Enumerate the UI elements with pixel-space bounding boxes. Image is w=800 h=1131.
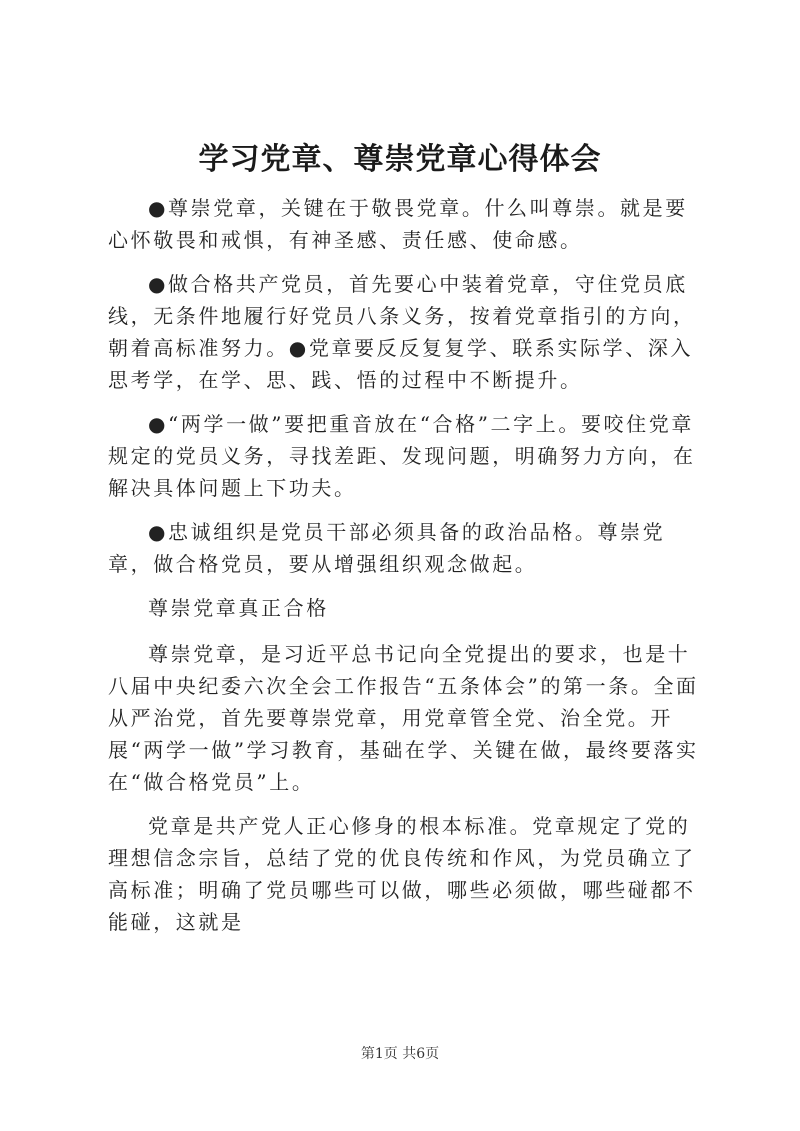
page-footer: 第1页 共6页: [360, 1046, 440, 1062]
paragraph-two-studies: ●“两学一做”要把重音放在“合格”二字上。要咬住党章规定的党员义务，寻找差距、发现问题，明确努力方向，在解决具体问题上下功夫。: [108, 412, 696, 500]
section-heading: 尊崇党章真正合格: [148, 596, 329, 620]
paragraph-requirement: 尊崇党章，是习近平总书记向全党提出的要求，也是十八届中央纪委六次全会工作报告“五条体会”的第一条。全面从严治党，首先要尊崇党章，用党章管全党、治全党。开展“两学一做”学习教育，基础在学、关键在做，最终要落实在“做合格党员”上。: [108, 642, 699, 794]
paragraph-qualified-member: ●做合格共产党员，首先要心中装着党章，守住党员底线，无条件地履行好党员八条义务，按着党章指引的方向，朝着高标准努力。●党章要反反复复学、联系实际学、深入思考学，在学、思、践、悟的过程中不断提升。: [108, 272, 696, 392]
paragraph-loyalty: ●忠诚组织是党员干部必须具备的政治品格。尊崇党章，做合格党员，要从增强组织观念做起。: [108, 520, 666, 576]
document-body: [108, 192, 708, 950]
paragraph-standard: 党章是共产党人正心修身的根本标准。党章规定了党的理想信念宗旨，总结了党的优良传统和作风，为党员确立了高标准；明确了党员哪些可以做，哪些必须做，哪些碰都不能碰，这就是: [108, 814, 696, 934]
paragraph-revere-charter: ●尊崇党章，关键在于敬畏党章。什么叫尊崇。就是要心怀敬畏和戒惧，有神圣感、责任感、使命感。: [108, 196, 688, 252]
document-title: 学习党章、尊崇党章心得体会: [198, 142, 602, 177]
